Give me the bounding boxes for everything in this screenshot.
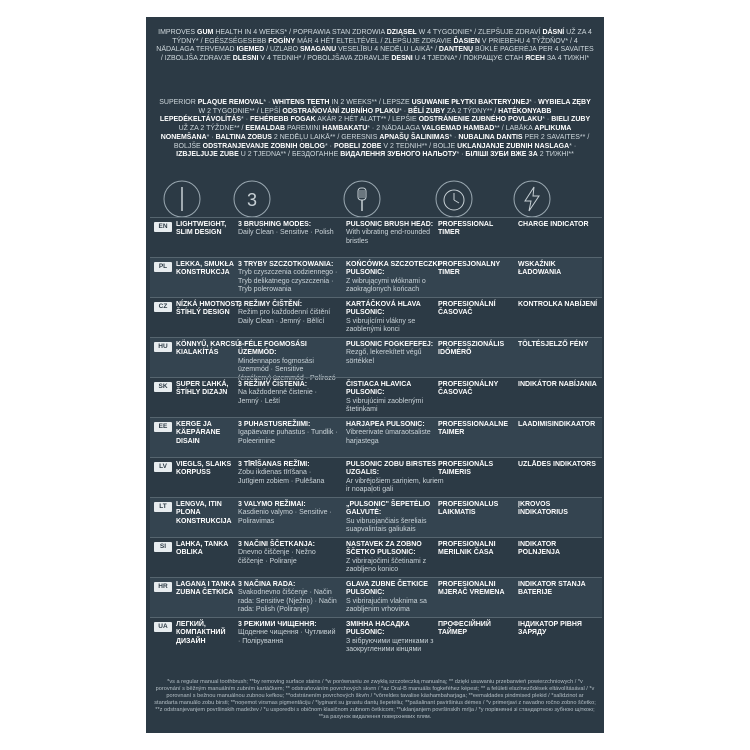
brush-head-desc: Rezgő, lekerekített végű sörtékkel xyxy=(346,349,422,365)
table-row xyxy=(150,337,602,382)
brush-head-cell xyxy=(346,621,444,655)
modes-list: Щоденне чищення · Чутливий · Полірування xyxy=(238,629,336,645)
design-cell: NÍZKÁ HMOTNOST, ŠTÍHLÝ DESIGN xyxy=(176,301,241,317)
slim-handle-icon xyxy=(162,179,202,219)
claim-emphasis: USUWANIE PŁYTKI BAKTERYJNEJ xyxy=(411,99,530,106)
table-row xyxy=(150,577,602,618)
claim-text: SUPERIOR xyxy=(159,99,198,106)
brush-head-icon xyxy=(342,179,382,219)
table-row xyxy=(150,257,602,298)
modes-title: 3 REŽIMY ČISTENIA: xyxy=(238,381,308,388)
modes-cell xyxy=(238,541,338,566)
plaque-whitening-claims xyxy=(156,99,594,160)
claim-emphasis: VALGEMAD HAMBAD xyxy=(421,125,495,133)
claim-emphasis: IGEMED xyxy=(236,46,265,54)
charge-cell: CHARGE INDICATOR xyxy=(518,221,589,228)
claim-emphasis: ODSTRÁNENIE ZUBNÉHO POVLAKU xyxy=(418,116,543,124)
brush-head-title: „PULSONIC" ŠEPETĖLIO GALVUTĖ: xyxy=(346,501,431,517)
modes-list: Kasdienio valymo · Sensitive · Poliravimas xyxy=(238,509,332,525)
modes-list: Tryb czyszczenia codziennego · Tryb delikatnego czyszczenia · Tryb polerowania xyxy=(238,269,338,294)
design-cell: KÖNNYŰ, KARCSÚ KIALAKÍTÁS xyxy=(176,341,241,357)
modes-title: 3 TĪRĪŠANAS REŽĪMI: xyxy=(238,461,310,468)
charge-cell: INDIKATOR POLNJENJA xyxy=(518,541,561,557)
claim-emphasis: ODSTRAŇOVÁNÍ ZUBNÍHO PLAKU xyxy=(282,107,400,115)
gum-health-claims xyxy=(156,29,594,64)
claim-text: / UZLABO xyxy=(264,46,300,54)
modes-list: Daily Clean · Sensitive · Polish xyxy=(238,229,334,237)
claim-text: * · xyxy=(542,116,552,124)
claim-emphasis: WHITENS TEETH xyxy=(272,99,330,106)
claim-emphasis: APLIKUMA NONEMŠANA xyxy=(160,125,572,141)
modes-title: 3-FÉLE FOGMOSÁSI ÜZEMMÓD: xyxy=(238,341,307,357)
modes-list: Mindennapos fogmosási üzemmód · Sensitive (érzékeny) üzemmód · Polírozó xyxy=(238,357,336,382)
language-tag: EN xyxy=(154,222,172,232)
timer-cell: PROFESIONALNI MERILNIK ČASA xyxy=(438,541,496,557)
claim-emphasis: FOGÍNY xyxy=(268,37,296,45)
charge-cell: KONTROLKA NABÍJENÍ xyxy=(518,301,598,308)
table-row xyxy=(150,537,602,578)
timer-cell: PROFESIONÁLNÍ ČASOVAČ xyxy=(438,301,496,317)
brush-head-desc: Ar vibrējošiem sariņiem, kuriem ir noapaļoti gali xyxy=(346,477,444,494)
modes-title: 3 NAČINI ŠČETKANJA: xyxy=(238,541,316,548)
claim-text: * · xyxy=(263,99,273,106)
modes-title: 3 PUHASTUSREŽIIMI: xyxy=(238,421,311,428)
charge-indicator-icon xyxy=(512,179,552,219)
modes-list: Zobu ikdienas tīrīšana · Jutīgiem zobiem · Pulēšana xyxy=(238,469,325,485)
claim-text: MÁR 4 HÉT ELTELTÉVEL / ZLEPŠUJE ZDRAVIE xyxy=(295,37,454,45)
modes-cell xyxy=(238,501,338,526)
claim-text: 2 ТИЖНІ** xyxy=(537,151,574,159)
claim-text: AKÁR 2 HÉT ALATT** / LEPŠIE xyxy=(315,116,419,124)
claim-text: PAREMINI xyxy=(285,125,323,133)
timer-icon xyxy=(434,179,474,219)
charge-cell: UZLĀDES INDIKATORS xyxy=(518,461,596,468)
claim-text: U 4 TJEDNA* / ПОКРАЩУЄ СТАН xyxy=(412,55,526,63)
charge-cell: INDIKATOR STANJA BATERIJE xyxy=(518,581,586,597)
timer-cell: ПРОФЕСІЙНИЙ ТАЙМЕР xyxy=(438,621,491,637)
brush-head-title: KOŃCÓWKA SZCZOTECZKI PULSONIC: xyxy=(346,261,440,277)
charge-cell: LAADIMISINDIKAATOR xyxy=(518,421,596,428)
brush-head-cell xyxy=(346,541,444,575)
claim-text: V 2 TEDNIH** / BOLJE xyxy=(381,142,458,150)
modes-cell xyxy=(238,261,338,295)
language-tag: UA xyxy=(154,622,172,632)
brush-head-desc: Z wibrującymi włóknami o zaokrąglonych końcach xyxy=(346,277,426,294)
claim-text: VESELĪBU 4 NEDĒĻU LAIKĀ* / xyxy=(336,46,439,54)
modes-cell xyxy=(238,421,338,446)
timer-cell: PROFESIONĀLS TAIMERIS xyxy=(438,461,494,477)
language-tag: LT xyxy=(154,502,172,512)
claim-emphasis: BĚLÍ ZUBY xyxy=(408,107,445,115)
modes-title: 3 TRYBY SZCZOTKOWANIA: xyxy=(238,261,334,268)
claim-emphasis: ĎASIEN xyxy=(453,37,480,45)
language-tag: HR xyxy=(154,582,172,592)
timer-cell: PROFESSIONAALNE TAIMER xyxy=(438,421,509,437)
packaging-panel xyxy=(146,17,604,733)
modes-cell xyxy=(238,221,338,238)
claim-emphasis: NUBALINA DANTIS xyxy=(458,133,523,141)
claim-text: 2 NEDĒĻU LAIKĀ** / GERESNIS xyxy=(271,133,380,141)
claim-text: V PRIEBEHU 4 TÝŽDŇOV* / 4 NÄDALAGA TERVEMAD xyxy=(156,37,578,54)
brush-head-desc: Su vibruojančiais šereliais suapvalintais galiukais xyxy=(346,517,427,534)
claim-text: * · 2 NÄDALAGA xyxy=(367,125,422,133)
brush-head-cell xyxy=(346,581,444,615)
design-cell: VIEGLS, SLAIKS KORPUSS xyxy=(176,461,232,477)
modes-list: Režim pro každodenní čištění Daily Clean · Jemný · Bělící xyxy=(238,309,331,325)
design-cell: LAGANA I TANKA ZUBNA ČETKICA xyxy=(176,581,236,597)
brush-head-title: PULSONIC ZOBU BIRSTES UZGALIS: xyxy=(346,461,437,477)
brush-head-cell xyxy=(346,261,444,295)
design-cell: KERGE JA KÄEPÄRANE DISAIN xyxy=(176,421,221,445)
claim-emphasis: DANTENŲ xyxy=(438,46,474,54)
modes-cell xyxy=(238,461,338,486)
claim-text: * · xyxy=(529,99,539,106)
brush-head-desc: S vibrujúcimi zaoblenými štetinkami xyxy=(346,397,424,414)
brush-head-title: NASTAVEK ZA ZOBNO ŠČETKO PULSONIC: xyxy=(346,541,422,557)
language-tag: LV xyxy=(154,462,172,472)
design-cell: LIGHTWEIGHT, SLIM DESIGN xyxy=(176,221,227,237)
table-row xyxy=(150,377,602,418)
charge-cell: TÖLTÉSJELZŐ FÉNY xyxy=(518,341,589,348)
timer-cell: PROFESIONÁLNY ČASOVAČ xyxy=(438,381,499,397)
claim-text: PER 2 SAVAITES** / BOLJŠE xyxy=(173,133,590,150)
claim-emphasis: DÁSNÍ xyxy=(542,29,565,36)
claim-text: BŪKLĖ PAGERĖJA PER 4 SAVAITES / IZBOLJŠA ZDRAVJE xyxy=(160,46,594,63)
modes-cell xyxy=(238,381,338,406)
three-modes-icon xyxy=(232,179,272,219)
table-row xyxy=(150,457,602,498)
modes-cell xyxy=(238,581,338,615)
claim-text: * · xyxy=(569,142,577,150)
brush-head-cell xyxy=(346,221,444,246)
claim-text: IN 2 WEEKS** / LEPSZE xyxy=(329,99,412,106)
claim-emphasis: GUM xyxy=(197,29,214,36)
claim-emphasis: DESNI xyxy=(391,55,413,63)
claim-text: * · xyxy=(206,133,216,141)
table-row xyxy=(150,217,602,258)
language-tag: EE xyxy=(154,422,172,432)
table-row xyxy=(150,617,602,658)
modes-list: Dnevno čiščenje · Nežno čiščenje · Poliranje xyxy=(238,549,316,565)
brush-head-title: KARTÁČKOVÁ HLAVA PULSONIC: xyxy=(346,301,421,317)
claim-text: V 4 TEDNIH* / POBOLJŠAVA ZDRAVLJE xyxy=(258,55,392,63)
timer-cell: PROFESIONALNI MJERAČ VREMENA xyxy=(438,581,505,597)
claim-text: ** / LABĀKA xyxy=(494,125,535,133)
claim-emphasis: DLESNI xyxy=(232,55,259,63)
brush-head-title: ЗМІННА НАСАДКА PULSONIC: xyxy=(346,621,410,637)
brush-head-title: ČISTIACA HLAVICA PULSONIC: xyxy=(346,381,412,397)
brush-head-cell xyxy=(346,501,444,535)
claim-text: * · xyxy=(325,142,334,150)
brush-head-cell xyxy=(346,421,444,446)
claim-text: UŽ ZA 4 TÝDNY* / EGÉSZSÉGESEBB xyxy=(172,29,592,45)
brush-head-desc: Z vibrirajočimi ščetinami z zaobljeno konico xyxy=(346,557,427,574)
claim-emphasis: POBELI ZOBE xyxy=(333,142,382,150)
claim-emphasis: HATÉKONYABB LEPEDÉKELTÁVOLÍTÁS xyxy=(159,107,552,124)
table-row xyxy=(150,497,602,538)
charge-cell: WSKAŹNIK ŁADOWANIA xyxy=(518,261,562,277)
claim-text: HEALTH IN 4 WEEKS* / POPRAWIA STAN ZDROWIA xyxy=(213,29,387,36)
modes-list: Svakodnevno čišćenje · Način rada: Sensitive (Nježno) · Način rada: Polish (Poliranje) xyxy=(238,589,337,614)
brush-head-cell xyxy=(346,341,444,366)
charge-cell: ІНДИКАТОР РІВНЯ ЗАРЯДУ xyxy=(518,621,582,637)
claim-emphasis: WYBIELA ZĘBY xyxy=(538,99,591,106)
claim-emphasis: FEHÉREBB FOGAK xyxy=(250,116,316,124)
design-cell: ЛЕГКИЙ, КОМПАКТНИЙ ДИЗАЙН xyxy=(176,621,226,645)
claim-emphasis: EEMALDAB xyxy=(245,125,286,133)
svg-text:3: 3 xyxy=(246,190,258,210)
language-tag: HU xyxy=(154,342,172,352)
claim-emphasis: DZIĄSEŁ xyxy=(386,29,417,36)
claim-emphasis: PLAQUE REMOVAL xyxy=(197,99,264,106)
table-row xyxy=(150,297,602,338)
claim-text: * · xyxy=(456,151,466,159)
brush-head-title: GLAVA ZUBNE ČETKICE PULSONIC: xyxy=(346,581,428,597)
modes-title: 3 VALYMO REŽIMAI: xyxy=(238,501,306,508)
claim-text: W 2 TYGODNIE** / LEPŠÍ xyxy=(198,107,283,115)
brush-head-title: PULSONIC BRUSH HEAD: xyxy=(346,221,434,228)
claim-emphasis: БІЛІШІ ЗУБИ ВЖЕ ЗА xyxy=(465,151,538,159)
language-tag: CZ xyxy=(154,302,172,312)
modes-list: Na každodenné čistenie · Jemný · Leští xyxy=(238,389,317,405)
claim-text: ZA 2 TÝDNY** / xyxy=(445,107,499,115)
brush-head-title: PULSONIC FOGKEFEFEJ: xyxy=(346,341,434,348)
modes-cell xyxy=(238,301,338,326)
brush-head-cell xyxy=(346,301,444,335)
claim-text: ЗА 4 ТИЖНІ* xyxy=(544,55,590,63)
brush-head-desc: З вібруючими щетинками з заокругленими кінцями xyxy=(346,637,434,654)
brush-head-cell xyxy=(346,461,444,495)
modes-cell xyxy=(238,621,338,646)
brush-head-desc: Vibreerivate ümaraotsaliste harjastega xyxy=(346,429,431,445)
charge-cell: INDIKÁTOR NABÍJANIA xyxy=(518,381,597,388)
claim-emphasis: BALTINA ZOBUS xyxy=(215,133,272,141)
claim-emphasis: ВИДАЛЕННЯ ЗУБНОГО НАЛЬОТУ xyxy=(340,151,457,159)
claim-text: * · xyxy=(241,116,250,124)
timer-cell: PROFESSIONAL TIMER xyxy=(438,221,494,237)
brush-head-desc: S vibrirajućim vlaknima sa zaobljenim vrhovima xyxy=(346,597,427,614)
design-cell: LENGVA, ITIN PLONA KONSTRUKCIJA xyxy=(176,501,232,525)
table-row xyxy=(150,417,602,458)
language-tag: SI xyxy=(154,542,172,552)
claim-text: IMPROVES xyxy=(158,29,198,36)
feature-icons-row xyxy=(146,175,604,221)
claim-emphasis: IZBJELJUJE ZUBE xyxy=(176,151,239,159)
brush-head-title: HARJAPEA PULSONIC: xyxy=(346,421,425,428)
claim-text: W 4 TYGODNIE* / ZLEPŠUJE ZDRAVÍ xyxy=(416,29,543,36)
claim-emphasis: ЯСЕН xyxy=(525,55,545,63)
claim-text: * · xyxy=(449,133,459,141)
claim-emphasis: ODSTRANJEVANJE ZOBNIH OBLOG xyxy=(202,142,326,150)
brush-head-desc: With vibrating end-rounded bristles xyxy=(346,229,431,245)
claim-text: U 2 TJEDNA** / БЕЗДОГАННЕ xyxy=(238,151,341,159)
modes-title: 3 NAČINA RADA: xyxy=(238,581,296,588)
language-tag: PL xyxy=(154,262,172,272)
charge-cell: ĮKROVOS INDIKATORIUS xyxy=(518,501,568,517)
brush-head-cell xyxy=(346,381,444,415)
modes-title: 3 РЕЖИМИ ЧИЩЕННЯ: xyxy=(238,621,317,628)
claim-text: * · xyxy=(399,107,409,115)
timer-cell: PROFESJONALNY TIMER xyxy=(438,261,501,277)
footnote: *vs a regular manual toothbrush; **by removing surface stains / *w porównaniu ze zwykłą szczoteczką manualną; ** dzięki usuwaniu przebarwień powierzchniowych / *v porovnání s běžným manuálním zubním kartáčkem; ** odstraňováním povrchových skvrn / *az Oral-B manuális fogkeféhez képest; ** a felületi elszíneződések eltávolításával / *v porovnaní s bežnou manuálnou zubnou kefkou; **odstránením povrchových škvŕn / *võrreldes tavalise käshambaharjaga; **eemaldades pindmised plekid / *salīdzinot ar standarta manuālo zobu birsti; **noņemot virsmas pigmentāciju / *lyginant su įprastu dantų šepetėliu; **pašalinant paviršinius dėmes / *v primerjavi z navadno ročno zobno ščetko; **z odstranjevanjem površinskih madežev / *u usporedbi s običnom klasičnom zubnom četkicom; **uklanjanjem površinskih mrlja / *у порівнянні зі стандартною зубною щіткою; **за рахунок видалення поверхневих плям. xyxy=(154,679,596,720)
modes-list: Igapäevane puhastus · Tundlik · Poleerimine xyxy=(238,429,338,445)
design-cell: SUPER ĽAHKÁ, ŠTÍHLY DIZAJN xyxy=(176,381,229,397)
timer-cell: PROFESSZIONÁLIS IDŐMÉRŐ xyxy=(438,341,505,357)
claim-emphasis: APNAŠŲ ŠALINIMAS xyxy=(379,133,450,141)
design-cell: LAHKA, TANKA OBLIKA xyxy=(176,541,229,557)
claim-emphasis: HAMBAKATU xyxy=(322,125,368,133)
modes-title: 3 BRUSHING MODES: xyxy=(238,221,312,228)
brush-head-desc: S vibrujícími vlákny se zaoblenými konci xyxy=(346,317,416,334)
claim-emphasis: SMAGANU xyxy=(299,46,337,54)
claim-text: UŽ ZA 2 TÝŽDNE** / xyxy=(178,125,246,133)
modes-title: 3 REŽIMY ČIŠTĚNÍ: xyxy=(238,301,303,308)
timer-cell: PROFESIONALUS LAIKMATIS xyxy=(438,501,499,517)
design-cell: LEKKA, SMUKŁA KONSTRUKCJA xyxy=(176,261,234,277)
claim-emphasis: UKLANJANJE ZUBNIH NASLAGA xyxy=(457,142,570,150)
language-tag: SK xyxy=(154,382,172,392)
claim-emphasis: BIELI ZUBY xyxy=(551,116,591,124)
